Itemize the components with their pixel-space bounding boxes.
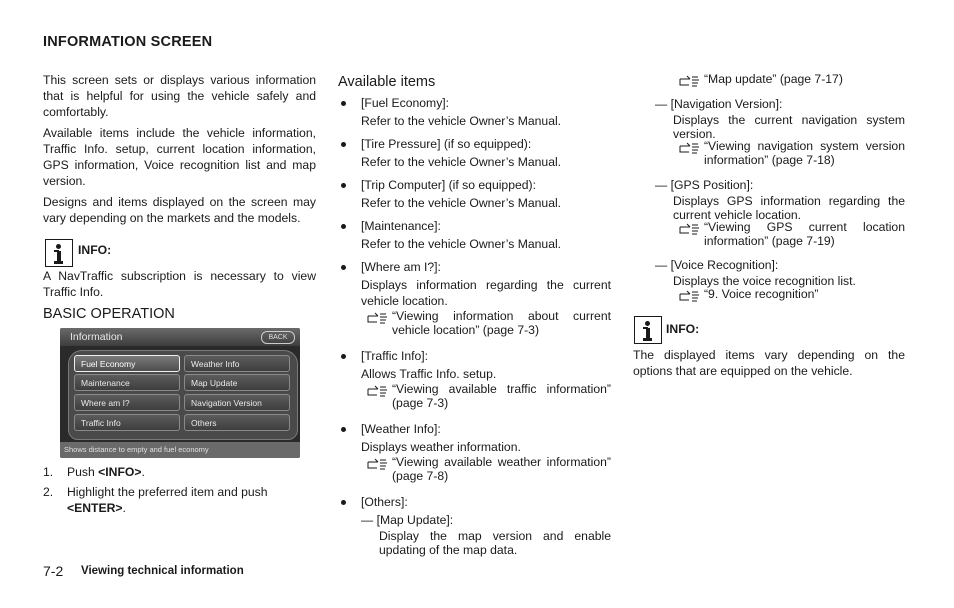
item-maintenance-desc: Refer to the vehicle Owner’s Manual. [361, 237, 562, 251]
bullet [341, 354, 346, 359]
item-fuel-economy-desc: Refer to the vehicle Owner’s Manual. [361, 114, 562, 128]
menu-fuel-economy[interactable]: Fuel Economy [74, 355, 180, 372]
item-tire-pressure-desc: Refer to the vehicle Owner’s Manual. [361, 155, 562, 169]
menu-weather-info[interactable]: Weather Info [184, 355, 290, 372]
pointing-hand-icon [367, 311, 389, 325]
enter-key: <ENTER> [67, 501, 123, 515]
page-number: 7-2 [43, 563, 64, 579]
voice-recognition-reference: “9. Voice recognition” [704, 287, 819, 301]
navigation-version-reference: “Viewing navigation system version information” (page 7-18) [704, 139, 905, 167]
menu-navigation-version[interactable]: Navigation Version [184, 394, 290, 411]
basic-operation-heading: BASIC OPERATION [43, 306, 175, 322]
info-note [633, 347, 905, 379]
bullet [341, 142, 346, 147]
menu-where-am-i[interactable]: Where am I? [74, 394, 180, 411]
map-update-label: — [Map Update]: [361, 513, 454, 527]
item-others-label: [Others]: [361, 495, 408, 509]
where-am-i-reference: “Viewing information about current vehicle location” (page 7-3) [392, 309, 611, 337]
info-label: INFO: [666, 322, 700, 336]
item-fuel-economy-label: [Fuel Economy]: [361, 96, 450, 110]
pointing-hand-icon [679, 141, 701, 155]
pointing-hand-icon [679, 289, 701, 303]
info-label: INFO: [78, 243, 112, 257]
info-key: <INFO> [98, 465, 142, 479]
pointing-hand-icon [367, 384, 389, 398]
info-note [43, 268, 316, 300]
traffic-info-reference: “Viewing available traffic information” (page 7-3) [392, 382, 611, 410]
item-tire-pressure-label: [Tire Pressure] (if so equipped): [361, 137, 532, 151]
item-trip-computer-label: [Trip Computer] (if so equipped): [361, 178, 536, 192]
step-2-number: 2. [43, 485, 54, 499]
info-icon [634, 316, 662, 344]
pointing-hand-icon [679, 222, 701, 236]
section-title: Viewing technical information [81, 565, 244, 577]
voice-recognition-desc: Displays the voice recognition list. [673, 274, 856, 288]
navigation-version-desc: Displays the current navigation system version. [673, 113, 905, 141]
bullet [341, 101, 346, 106]
back-button[interactable] [261, 331, 295, 344]
bullet [341, 427, 346, 432]
page-heading: INFORMATION SCREEN [43, 34, 213, 50]
info-note-text: The displayed items vary depending on the options that are equipped on the vehicle. [633, 348, 905, 378]
gps-position-reference: “Viewing GPS current location information” (page 7-19) [704, 220, 905, 248]
step-1 [67, 464, 145, 480]
menu-map-update[interactable]: Map Update [184, 374, 290, 391]
pointing-hand-icon [367, 457, 389, 471]
info-note-text: A NavTraffic subscription is necessary to view Traffic Info. [43, 269, 316, 299]
information-screen-image [60, 328, 300, 458]
intro-paragraph-3: Designs and items displayed on the screen may vary depending on the markets and the models. [43, 195, 316, 225]
intro-paragraph-1: This screen sets or displays various information that is helpful for using the vehicle safely and comfortably. [43, 73, 316, 119]
map-update-desc: Display the map version and enable updating of the map data. [379, 529, 611, 557]
navigation-version-label: — [Navigation Version]: [655, 97, 783, 111]
bullet [341, 183, 346, 188]
menu-traffic-info[interactable]: Traffic Info [74, 414, 180, 431]
map-update-reference: “Map update” (page 7-17) [704, 72, 843, 86]
item-maintenance-label: [Maintenance]: [361, 219, 441, 233]
item-weather-info-label: [Weather Info]: [361, 422, 441, 436]
intro-text [43, 72, 316, 226]
item-trip-computer-desc: Refer to the vehicle Owner’s Manual. [361, 196, 562, 210]
step-1-number: 1. [43, 465, 54, 479]
menu-maintenance[interactable]: Maintenance [74, 374, 180, 391]
gps-position-desc: Displays GPS information regarding the current vehicle location. [673, 194, 905, 222]
screen-status-bar: Shows distance to empty and fuel economy [60, 442, 300, 458]
bullet [341, 224, 346, 229]
item-where-am-i-label: [Where am I?]: [361, 260, 441, 274]
back-label: BACK [268, 334, 288, 341]
gps-position-label: — [GPS Position]: [655, 178, 754, 192]
item-traffic-info-desc: Allows Traffic Info. setup. [361, 367, 497, 381]
item-where-am-i-desc [361, 277, 611, 309]
intro-paragraph-2: Available items include the vehicle information, Traffic Info. setup, current location information, GPS information, Voice recognition list and map version. [43, 126, 316, 188]
bullet [341, 265, 346, 270]
voice-recognition-label: — [Voice Recognition]: [655, 258, 779, 272]
pointing-hand-icon [679, 74, 701, 88]
step-1-text: Push [67, 465, 99, 479]
step-1-end: . [141, 465, 145, 479]
available-items-heading: Available items [338, 74, 436, 90]
step-2-end: . [122, 501, 126, 515]
weather-info-reference: “Viewing available weather information” (page 7-8) [392, 455, 611, 483]
bullet [341, 500, 346, 505]
menu-others[interactable]: Others [184, 414, 290, 431]
item-weather-info-desc: Displays weather information. [361, 440, 521, 454]
info-icon [45, 239, 73, 267]
step-2-text: Highlight the preferred item and push [67, 485, 268, 499]
where-am-i-desc-text: Displays information regarding the current vehicle location. [361, 278, 611, 308]
step-2 [67, 484, 316, 516]
screen-title: Information [70, 331, 123, 343]
item-traffic-info-label: [Traffic Info]: [361, 349, 429, 363]
